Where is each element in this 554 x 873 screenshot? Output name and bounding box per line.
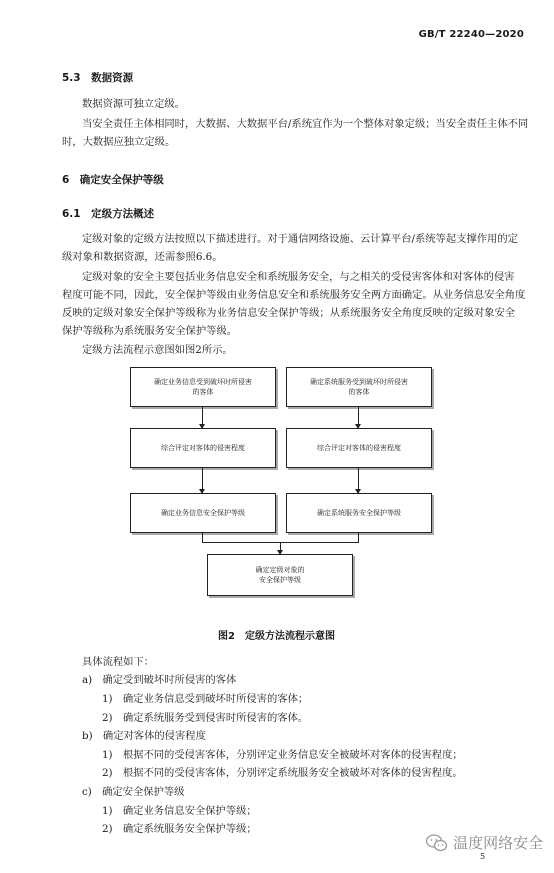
flow-arrow	[358, 467, 359, 493]
s53-paragraph-2-line-2: 时，大数据应独立定级。	[62, 136, 176, 148]
list-item-b: b) 确定对客体的侵害程度	[82, 730, 206, 742]
flow-box-business-object: 确定业务信息受到破坏时所侵害 的客体	[130, 367, 276, 407]
flow-box-business-level: 确定业务信息安全保护等级	[130, 493, 276, 533]
flow-box-service-object: 确定系统服务受到破坏时所侵害 的客体	[286, 367, 432, 407]
wechat-icon	[426, 834, 448, 852]
s61-paragraph-2-line-2: 程度可能不同，因此，安全保护等级由业务信息安全和系统服务安全两方面确定。从业务信息安全角度	[62, 289, 526, 301]
flow-connector	[358, 532, 359, 542]
s61-paragraph-2-line-4: 保护等级称为系统服务安全保护等级。	[62, 325, 238, 337]
flow-arrow	[202, 406, 203, 428]
s61-paragraph-2-line-1: 定级对象的安全主要包括业务信息安全和系统服务安全，与之相关的受侵害客体和对客体的侵害	[82, 271, 515, 283]
standard-number: GB/T 22240—2020	[418, 29, 524, 40]
flow-arrow	[358, 406, 359, 428]
watermark-text: 温度网络安全	[453, 834, 544, 852]
process-intro: 具体流程如下：	[82, 656, 155, 668]
s53-paragraph-1: 数据资源可独立定级。	[82, 98, 185, 110]
list-item-a: a) 确定受到破坏时所侵害的客体	[82, 674, 237, 686]
flow-box-service-harm: 综合评定对客体的侵害程度	[286, 428, 432, 468]
list-item-c2: 2) 确定系统服务安全保护等级；	[102, 823, 257, 835]
flow-box-service-level: 确定系统服务安全保护等级	[286, 493, 432, 533]
flow-connector	[202, 532, 203, 542]
section-6-1-heading: 6.1 定级方法概述	[62, 208, 155, 220]
section-6-heading: 6 确定安全保护等级	[62, 174, 164, 186]
list-item-c1: 1) 确定业务信息安全保护等级；	[102, 805, 257, 817]
page-number: 5	[480, 852, 486, 861]
list-item-b2: 2) 根据不同的受侵害客体，分别评定系统服务安全被破坏对客体的侵害程度。	[102, 767, 463, 779]
s61-paragraph-2-line-3: 反映的定级对象安全保护等级称为业务信息安全保护等级；从系统服务安全角度反映的定级对象安全	[62, 307, 516, 319]
s61-paragraph-3: 定级方法流程示意图如图2所示。	[82, 344, 233, 356]
list-item-a2: 2) 确定系统服务受到侵害时所侵害的客体。	[102, 712, 309, 724]
flow-box-business-harm: 综合评定对客体的侵害程度	[130, 428, 276, 468]
list-item-a1: 1) 确定业务信息受到破坏时所侵害的客体；	[102, 693, 309, 705]
s53-paragraph-2-line-1: 当安全责任主体相同时，大数据、大数据平台/系统宜作为一个整体对象定级；当安全责任主体不同	[82, 118, 529, 130]
flow-box-final-level: 确定定级对象的 安全保护等级	[207, 554, 353, 596]
figure-caption: 图2 定级方法流程示意图	[218, 631, 335, 642]
flow-arrow	[280, 542, 281, 554]
list-item-b1: 1) 根据不同的受侵害客体，分别评定业务信息安全被破坏对客体的侵害程度；	[102, 749, 463, 761]
list-item-c: c) 确定安全保护等级	[82, 786, 185, 798]
flow-arrow	[202, 467, 203, 493]
s61-paragraph-1-line-1: 定级对象的定级方法按照以下描述进行。对于通信网络设施、云计算平台/系统等起支撑作用的定	[82, 233, 518, 245]
watermark	[426, 832, 543, 853]
section-5-3-heading: 5.3 数据资源	[62, 72, 134, 84]
s61-paragraph-1-line-2: 级对象和数据资源，还需参照6.6。	[62, 251, 223, 263]
